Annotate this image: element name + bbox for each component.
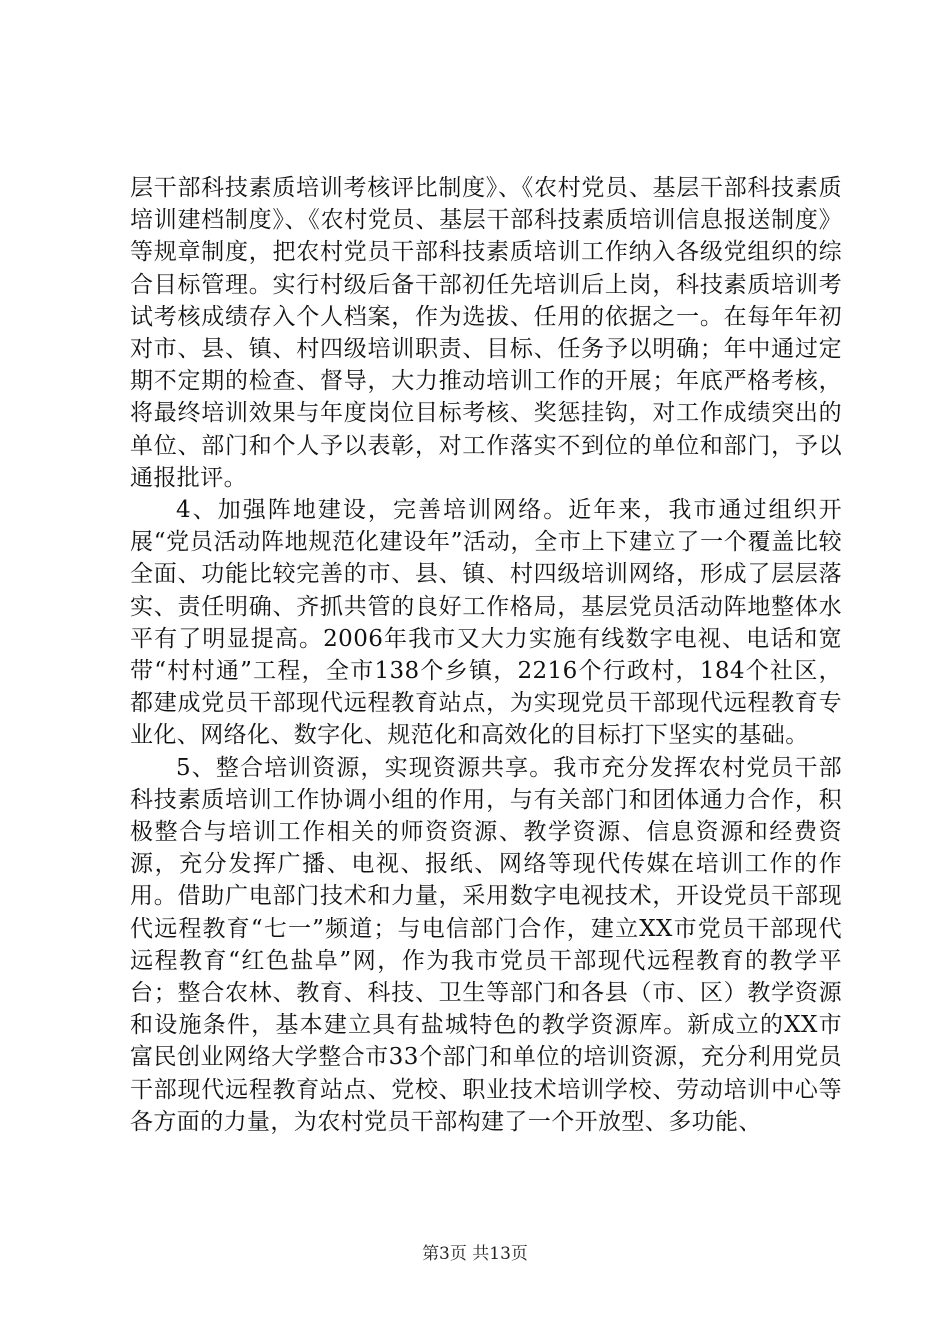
paragraph-continuation: 层干部科技素质培训考核评比制度》、《农村党员、基层干部科技素质培训建档制度》、《农村党员、基层干部科技素质培训信息报送制度》等规章制度，把农村党员干部科技素质培训工作纳入各级党组织的综合目标管理。实行村级后备干部初任先培训后上岗，科技素质培训考试考核成绩存入个人档案，作为选拔、任用的依据之一。在每年年初对市、县、镇、村四级培训职责、目标、任务予以明确；年中通过定期不定期的检查、督导，大力推动培训工作的开展；年底严格考核，将最终培训效果与年度岗位目标考核、奖惩挂钩，对工作成绩突出的单位、部门和个人予以表彰，对工作落实不到位的单位和部门，予以通报批评。 [130, 175, 842, 491]
document-body [130, 172, 842, 1138]
paragraph-section-4: 4、加强阵地建设，完善培训网络。近年来，我市通过组织开展“党员活动阵地规范化建设年”活动，全市上下建立了一个覆盖比较全面、功能比较完善的市、县、镇、村四级培训网络，形成了层层落实、责任明确、齐抓共管的良好工作格局，基层党员活动阵地整体水平有了明显提高。2006年我市又大力实施有线数字电视、电话和宽带“村村通”工程，全市138个乡镇，2216个行政村，184个社区，都建成党员干部现代远程教育站点，为实现党员干部现代远程教育专业化、网络化、数字化、规范化和高效化的目标打下坚实的基础。 [130, 497, 842, 749]
paragraph-section-5: 5、整合培训资源，实现资源共享。我市充分发挥农村党员干部科技素质培训工作协调小组的作用，与有关部门和团体通力合作，积极整合与培训工作相关的师资资源、教学资源、信息资源和经费资源，充分发挥广播、电视、报纸、网络等现代传媒在培训工作的作用。借助广电部门技术和力量，采用数字电视技术，开设党员干部现代远程教育“七一”频道；与电信部门合作，建立XX市党员干部现代远程教育“红色盐阜”网，作为我市党员干部现代远程教育的教学平台；整合农林、教育、科技、卫生等部门和各县（市、区）教学资源和设施条件，基本建立具有盐城特色的教学资源库。新成立的XX市富民创业网络大学整合市33个部门和单位的培训资源，充分利用党员干部现代远程教育站点、党校、职业技术培训学校、劳动培训中心等各方面的力量，为农村党员干部构建了一个开放型、多功能、 [130, 754, 842, 1135]
page-footer: 第3页 共13页 [422, 1244, 528, 1264]
